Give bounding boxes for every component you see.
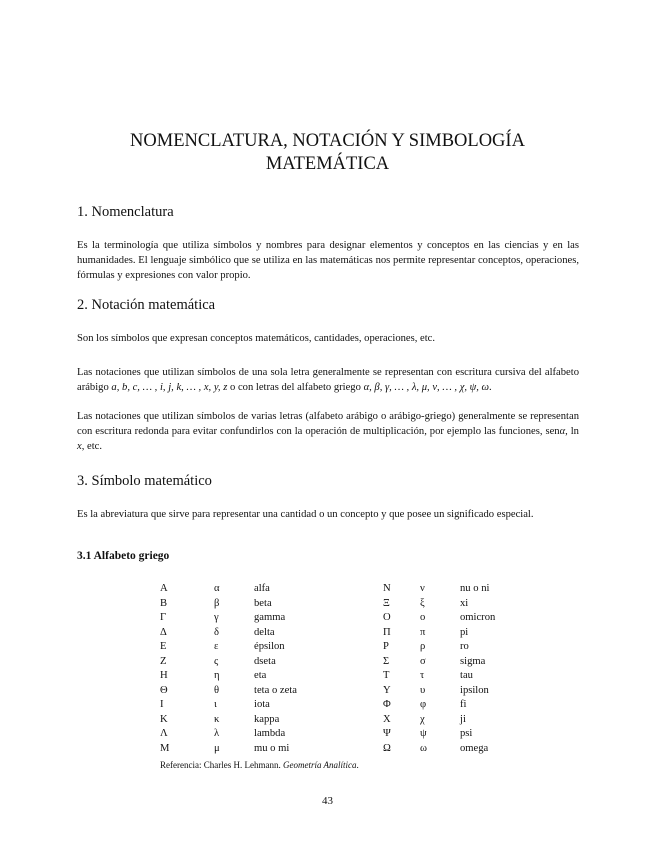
reference-suffix: . xyxy=(356,760,359,770)
reference-note xyxy=(160,760,359,770)
greek-letter-name: alfa xyxy=(254,583,270,594)
greek-lowercase: θ xyxy=(214,684,220,696)
sen-function: sen xyxy=(545,426,560,437)
greek-lowercase: η xyxy=(214,670,220,681)
greek-letter-name: fi xyxy=(460,699,467,710)
notacion-paragraph-3 xyxy=(77,409,579,454)
subsection-heading-alfabeto-griego: 3.1 Alfabeto griego xyxy=(77,550,170,562)
greek-alphabet-left-column xyxy=(160,582,394,756)
p3-text-start: Las notaciones que utilizan símbolos de varias letras (alfabeto arábigo o arábigo-griego) generalmente se representan con escritura redonda para evitar confundirlos con la operación de multiplicación, por ejemplo las funciones, xyxy=(77,411,579,437)
greek-uppercase: Ι xyxy=(160,699,164,710)
greek-row xyxy=(160,684,394,699)
greek-row xyxy=(383,597,560,612)
greek-letters-sequence: α, β, γ, … , λ, μ, ν, … , χ, ψ, ω xyxy=(363,382,490,393)
greek-letter-name: xi xyxy=(460,597,469,609)
greek-row xyxy=(160,626,394,641)
greek-lowercase: σ xyxy=(420,655,426,667)
greek-uppercase: Ε xyxy=(160,641,167,652)
greek-letter-name: teta o zeta xyxy=(254,684,297,696)
greek-letter-name: eta xyxy=(254,670,267,681)
greek-uppercase: Τ xyxy=(383,670,390,681)
greek-letter-name: kappa xyxy=(254,713,280,725)
section-heading-simbolo: 3. Símbolo matemático xyxy=(77,473,212,489)
title-line-1: NOMENCLATURA, NOTACIÓN Y SIMBOLOGÍA xyxy=(130,131,525,152)
greek-uppercase: Φ xyxy=(383,699,391,710)
greek-row xyxy=(160,655,394,670)
p2-text-end: . xyxy=(489,382,492,393)
greek-letter-name: lambda xyxy=(254,728,286,739)
greek-letter-name: ji xyxy=(460,713,466,725)
greek-lowercase: ψ xyxy=(420,728,427,739)
greek-lowercase: β xyxy=(214,597,220,609)
greek-uppercase: Σ xyxy=(383,655,390,667)
greek-uppercase: Κ xyxy=(160,713,168,725)
greek-row xyxy=(383,684,560,699)
greek-row xyxy=(383,698,560,713)
greek-letter-name: psi xyxy=(460,728,473,739)
greek-uppercase: Ρ xyxy=(383,641,389,652)
p2-text-middle: o con letras del alfabeto griego xyxy=(227,382,364,393)
greek-letter-name: delta xyxy=(254,626,275,638)
greek-row xyxy=(160,727,394,742)
greek-uppercase: Η xyxy=(160,670,168,681)
greek-row xyxy=(383,727,560,742)
greek-letter-name: nu o ni xyxy=(460,583,490,594)
greek-lowercase: τ xyxy=(420,670,425,681)
greek-row xyxy=(383,640,560,655)
greek-row xyxy=(160,582,394,597)
greek-lowercase: ν xyxy=(420,583,425,594)
greek-lowercase: λ xyxy=(214,728,220,739)
greek-lowercase: ο xyxy=(420,612,426,623)
p2-text-start: Las notaciones que utilizan símbolos de una sola letra generalmente se representan con escritura cursiva del alfabeto arábigo xyxy=(77,367,579,393)
greek-lowercase: υ xyxy=(420,684,426,696)
greek-uppercase: Ξ xyxy=(383,597,390,609)
greek-uppercase: Μ xyxy=(160,742,170,754)
greek-letter-name: sigma xyxy=(460,655,486,667)
greek-letter-name: omega xyxy=(460,742,489,754)
greek-lowercase: δ xyxy=(214,626,219,638)
greek-letter-name: pi xyxy=(460,626,469,638)
greek-letter-name: mu o mi xyxy=(254,742,290,754)
greek-uppercase: Γ xyxy=(160,612,167,623)
greek-lowercase: ω xyxy=(420,742,427,754)
greek-lowercase: π xyxy=(420,626,426,638)
greek-uppercase: Λ xyxy=(160,728,168,739)
greek-uppercase: Υ xyxy=(383,684,391,696)
greek-lowercase: κ xyxy=(214,713,220,725)
arabic-letters-sequence: a, b, c, … , i, j, k, … , x, y, z xyxy=(111,382,228,393)
greek-lowercase: φ xyxy=(420,699,427,710)
greek-letter-name: beta xyxy=(254,597,272,609)
greek-lowercase: ε xyxy=(214,641,219,652)
greek-row xyxy=(383,626,560,641)
ln-function: , ln xyxy=(565,426,579,437)
greek-row xyxy=(160,713,394,728)
greek-row xyxy=(383,611,560,626)
reference-book-title: Geometría Analítica xyxy=(282,760,357,770)
greek-row xyxy=(383,582,560,597)
greek-row xyxy=(383,655,560,670)
greek-lowercase: ρ xyxy=(420,641,426,652)
greek-uppercase: Ζ xyxy=(160,655,167,667)
greek-uppercase: Ω xyxy=(383,742,391,754)
greek-uppercase: Π xyxy=(383,626,391,638)
greek-letter-name: dseta xyxy=(254,655,276,667)
greek-uppercase: Β xyxy=(160,597,168,609)
p3-text-end: , etc. xyxy=(81,441,102,452)
greek-lowercase: χ xyxy=(420,713,425,725)
reference-prefix: Referencia: Charles H. Lehmann. xyxy=(160,760,283,770)
greek-lowercase: ξ xyxy=(420,597,425,609)
greek-letter-name: ipsilon xyxy=(460,684,489,696)
notacion-paragraph-2 xyxy=(77,365,579,395)
greek-uppercase: Ψ xyxy=(383,728,391,739)
greek-letter-name: gamma xyxy=(254,612,286,623)
greek-letter-name: tau xyxy=(460,670,473,681)
greek-lowercase: μ xyxy=(214,742,220,754)
greek-row xyxy=(160,597,394,612)
greek-uppercase: Α xyxy=(160,583,168,594)
greek-uppercase: Θ xyxy=(160,684,168,696)
greek-row xyxy=(160,611,394,626)
nomenclatura-paragraph: Es la terminología que utiliza símbolos y nombres para designar elementos y conceptos en las ciencias y en las humanidades. El lenguaje simbólico que se utiliza en las matemáticas nos permite representar conceptos, operaciones, fórmulas y expresiones con valor propio. xyxy=(77,240,579,281)
greek-letter-name: iota xyxy=(254,699,270,710)
greek-row xyxy=(383,669,560,684)
greek-lowercase: ι xyxy=(214,699,217,710)
title-line-2: MATEMÁTICA xyxy=(265,154,390,175)
greek-lowercase: α xyxy=(214,583,220,594)
greek-alphabet-right-column xyxy=(383,582,560,756)
alpha-symbol: α xyxy=(559,426,566,437)
x-variable: x xyxy=(77,441,82,452)
greek-letter-name: épsilon xyxy=(254,641,285,652)
greek-row xyxy=(160,698,394,713)
greek-uppercase: Δ xyxy=(160,626,167,638)
greek-row xyxy=(383,713,560,728)
greek-letter-name: ro xyxy=(460,641,469,652)
greek-letter-name: omicron xyxy=(460,612,496,623)
greek-lowercase: γ xyxy=(214,612,219,623)
section-heading-nomenclatura: 1. Nomenclatura xyxy=(77,204,174,220)
greek-uppercase: Ν xyxy=(383,583,391,594)
greek-uppercase: Ο xyxy=(383,612,391,623)
greek-row xyxy=(160,640,394,655)
page-number: 43 xyxy=(322,795,333,807)
greek-row xyxy=(160,669,394,684)
greek-uppercase: Χ xyxy=(383,713,391,725)
greek-row xyxy=(383,742,560,757)
document-title xyxy=(60,130,595,176)
greek-lowercase: ς xyxy=(214,655,219,667)
notacion-paragraph-1: Son los símbolos que expresan conceptos matemáticos, cantidades, operaciones, etc. xyxy=(77,333,436,344)
simbolo-paragraph: Es la abreviatura que sirve para representar una cantidad o un concepto y que posee un significado especial. xyxy=(77,509,534,520)
section-heading-notacion: 2. Notación matemática xyxy=(77,297,216,313)
greek-row xyxy=(160,742,394,757)
